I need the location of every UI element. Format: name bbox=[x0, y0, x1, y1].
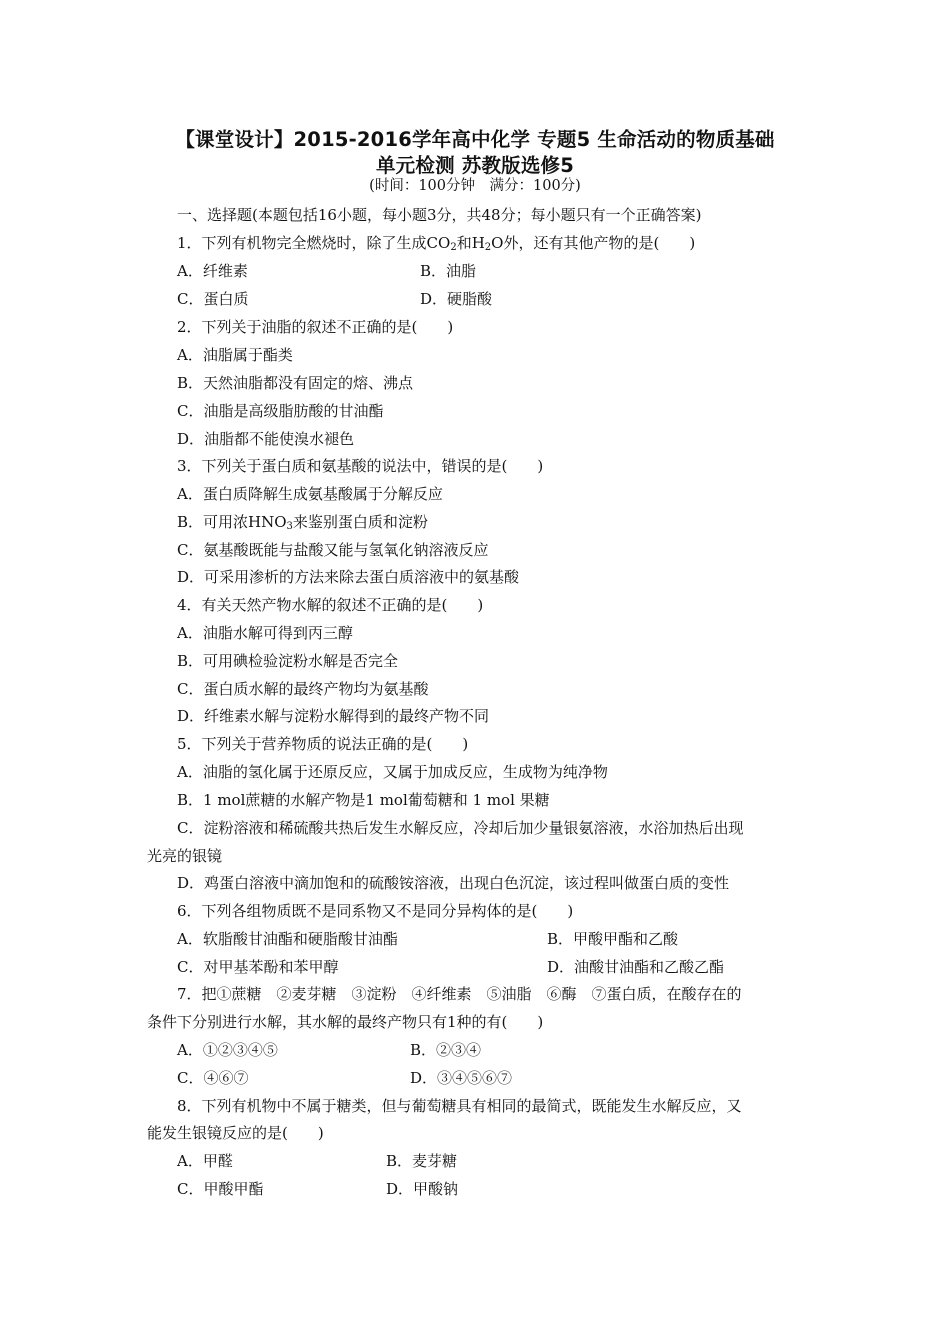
question-2-option-b: B．天然油脂都没有固定的熔、沸点 bbox=[177, 374, 414, 392]
question-5-option-d: D．鸡蛋白溶液中滴加饱和的硫酸铵溶液，出现白色沉淀，该过程叫做蛋白质的变性 bbox=[177, 874, 730, 892]
question-5-option-a: A．油脂的氢化属于还原反应，又属于加成反应，生成物为纯净物 bbox=[177, 763, 608, 781]
question-1-stem: 1．下列有机物完全燃烧时，除了生成$CO_2$和$H_2O$外，还有其他产物的是( ) bbox=[177, 234, 696, 253]
question-7-option-b: B．②③④ bbox=[410, 1041, 482, 1059]
question-2-option-d: D．油脂都不能使溴水褪色 bbox=[177, 430, 355, 448]
question-6-stem: 6．下列各组物质既不是同系物又不是同分异构体的是( ) bbox=[177, 902, 574, 920]
question-7-option-d: D．③④⑤⑥⑦ bbox=[410, 1069, 513, 1087]
question-2-option-c: C．油脂是高级脂肪酸的甘油酯 bbox=[177, 402, 384, 420]
question-2-stem: 2．下列关于油脂的叙述不正确的是( ) bbox=[177, 318, 454, 336]
question-5-option-b: B．1 mol蔗糖的水解产物是1 mol葡萄糖和 1 mol 果糖 bbox=[177, 791, 550, 809]
document-title-line-2: 单元检测 苏教版选修5 bbox=[375, 154, 575, 177]
question-3-stem: 3．下列关于蛋白质和氨基酸的说法中，错误的是( ) bbox=[177, 457, 544, 475]
question-1-option-a: A．纤维素 bbox=[177, 262, 248, 280]
question-8-option-d: D．甲酸钠 bbox=[386, 1180, 459, 1198]
question-3-option-d: D．可采用渗析的方法来除去蛋白质溶液中的氨基酸 bbox=[177, 568, 520, 586]
document-title-line-1: 【课堂设计】2015-2016学年高中化学 专题5 生命活动的物质基础 bbox=[175, 128, 775, 151]
question-7-option-a: A．①②③④⑤ bbox=[177, 1041, 278, 1059]
question-6-option-a: A．软脂酸甘油酯和硬脂酸甘油酯 bbox=[177, 930, 398, 948]
exam-time-score: (时间：100分钟 满分：100分) bbox=[369, 178, 581, 194]
question-5-option-c-line-2: 光亮的银镜 bbox=[147, 847, 223, 865]
question-1-option-b: B．油脂 bbox=[420, 262, 477, 280]
question-3-option-c: C．氨基酸既能与盐酸又能与氢氧化钠溶液反应 bbox=[177, 541, 489, 559]
question-4-option-c: C．蛋白质水解的最终产物均为氨基酸 bbox=[177, 680, 429, 698]
question-8-stem-line-2: 能发生银镜反应的是( ) bbox=[147, 1124, 324, 1142]
question-3-option-a: A．蛋白质降解生成氨基酸属于分解反应 bbox=[177, 485, 443, 503]
question-4-option-d: D．纤维素水解与淀粉水解得到的最终产物不同 bbox=[177, 707, 490, 725]
question-7-stem-line-1: 7．把①蔗糖 ②麦芽糖 ③淀粉 ④纤维素 ⑤油脂 ⑥酶 ⑦蛋白质，在酸存在的 bbox=[177, 985, 742, 1003]
question-1-option-d: D．硬脂酸 bbox=[420, 290, 493, 308]
question-8-option-b: B．麦芽糖 bbox=[386, 1152, 458, 1170]
question-6-option-c: C．对甲基苯酚和苯甲醇 bbox=[177, 958, 339, 976]
question-7-option-c: C．④⑥⑦ bbox=[177, 1069, 249, 1087]
question-3-option-b: B．可用浓$HNO_3$来鉴别蛋白质和淀粉 bbox=[177, 513, 428, 532]
question-1-option-c: C．蛋白质 bbox=[177, 290, 249, 308]
question-7-stem-line-2: 条件下分别进行水解，其水解的最终产物只有1种的有( ) bbox=[147, 1013, 544, 1031]
question-8-option-a: A．甲醛 bbox=[177, 1152, 233, 1170]
question-5-stem: 5．下列关于营养物质的说法正确的是( ) bbox=[177, 735, 469, 753]
question-2-option-a: A．油脂属于酯类 bbox=[177, 346, 293, 364]
question-4-stem: 4．有关天然产物水解的叙述不正确的是( ) bbox=[177, 596, 484, 614]
question-8-option-c: C．甲酸甲酯 bbox=[177, 1180, 264, 1198]
question-8-stem-line-1: 8．下列有机物中不属于糖类，但与葡萄糖具有相同的最简式，既能发生水解反应，又 bbox=[177, 1097, 742, 1115]
question-4-option-b: B．可用碘检验淀粉水解是否完全 bbox=[177, 652, 399, 670]
question-4-option-a: A．油脂水解可得到丙三醇 bbox=[177, 624, 353, 642]
question-5-option-c-line-1: C．淀粉溶液和稀硫酸共热后发生水解反应，冷却后加少量银氨溶液，水浴加热后出现 bbox=[177, 819, 744, 837]
question-6-option-d: D．油酸甘油酯和乙酸乙酯 bbox=[547, 958, 725, 976]
section-heading: 一、选择题(本题包括16小题，每小题3分，共48分；每小题只有一个正确答案) bbox=[177, 206, 702, 224]
question-6-option-b: B．甲酸甲酯和乙酸 bbox=[547, 930, 679, 948]
